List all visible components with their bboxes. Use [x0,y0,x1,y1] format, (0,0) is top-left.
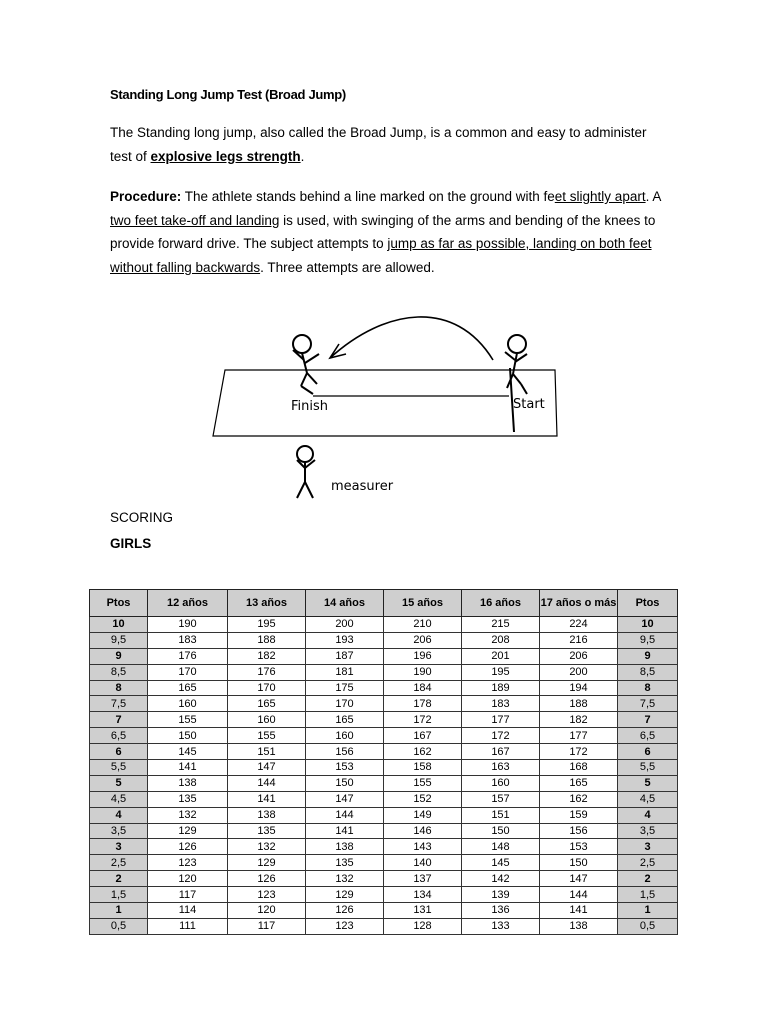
table-row [90,823,678,839]
table-cell: 224 [540,617,618,633]
procedure-label: Procedure: [110,189,182,204]
table-cell: 137 [384,871,462,887]
table-cell: 188 [540,696,618,712]
table-cell: 123 [306,918,384,934]
column-header: 14 años [306,590,384,617]
table-cell: 135 [306,855,384,871]
points-cell: 6,5 [618,728,678,744]
table-row [90,791,678,807]
table-cell: 178 [384,696,462,712]
table-row [90,648,678,664]
points-cell: 1,5 [90,887,148,903]
table-cell: 170 [148,664,228,680]
table-row [90,918,678,934]
table-cell: 135 [228,823,306,839]
procedure-text-2: . A [645,189,661,204]
intro-emphasis: explosive legs strength [150,148,301,164]
table-cell: 160 [148,696,228,712]
table-cell: 160 [462,775,540,791]
table-cell: 144 [306,807,384,823]
table-cell: 172 [384,712,462,728]
table-cell: 172 [540,744,618,760]
points-cell: 7 [90,712,148,728]
table-cell: 167 [462,744,540,760]
table-cell: 155 [228,728,306,744]
table-cell: 206 [540,648,618,664]
table-cell: 120 [228,903,306,919]
table-row [90,839,678,855]
table-cell: 187 [306,648,384,664]
points-cell: 2,5 [90,855,148,871]
table-cell: 163 [462,760,540,776]
table-cell: 147 [228,760,306,776]
table-cell: 200 [540,664,618,680]
table-cell: 151 [228,744,306,760]
measurer-label: measurer [331,479,394,494]
table-cell: 147 [306,791,384,807]
table-cell: 117 [228,918,306,934]
table-row [90,632,678,648]
table-row [90,760,678,776]
table-cell: 132 [228,839,306,855]
table-cell: 151 [462,807,540,823]
points-cell: 1,5 [618,887,678,903]
table-cell: 146 [384,823,462,839]
table-cell: 177 [462,712,540,728]
intro-text: The Standing long jump, also called the Broad Jump, is a common and easy to administer test of [110,125,647,164]
table-cell: 167 [384,728,462,744]
table-cell: 183 [462,696,540,712]
table-cell: 126 [148,839,228,855]
table-cell: 117 [148,887,228,903]
procedure-underline-3: jump as far as possible, landing on both feet without falling backwards [110,236,652,275]
table-cell: 165 [148,680,228,696]
procedure-underline-2: two feet take-off and landing [110,212,280,228]
table-cell: 129 [148,823,228,839]
table-cell: 149 [384,807,462,823]
table-cell: 139 [462,887,540,903]
points-cell: 6 [90,744,148,760]
points-cell: 3,5 [618,823,678,839]
points-cell: 10 [90,617,148,633]
table-cell: 168 [540,760,618,776]
procedure-text-3: is used, with swinging of the arms and bending of the knees to provide forward drive. The subject attempts to [110,212,656,251]
scoring-heading: SCORING [110,510,174,525]
points-cell: 5,5 [90,760,148,776]
points-cell: 6,5 [90,728,148,744]
table-row [90,696,678,712]
points-cell: 9,5 [618,632,678,648]
points-cell: 5,5 [618,760,678,776]
points-cell: 4 [90,807,148,823]
table-cell: 111 [148,918,228,934]
table-cell: 120 [148,871,228,887]
points-cell: 3 [90,839,148,855]
table-cell: 189 [462,680,540,696]
points-cell: 9,5 [90,632,148,648]
table-cell: 141 [306,823,384,839]
table-cell: 134 [384,887,462,903]
table-cell: 196 [384,648,462,664]
table-cell: 157 [462,791,540,807]
table-cell: 145 [148,744,228,760]
table-cell: 133 [462,918,540,934]
table-cell: 208 [462,632,540,648]
intro-paragraph [110,121,670,168]
points-cell: 6 [618,744,678,760]
table-cell: 183 [148,632,228,648]
table-cell: 153 [306,760,384,776]
table-cell: 206 [384,632,462,648]
table-cell: 162 [384,744,462,760]
table-cell: 182 [540,712,618,728]
procedure-paragraph [110,185,670,279]
points-cell: 2,5 [618,855,678,871]
table-cell: 114 [148,903,228,919]
table-cell: 138 [306,839,384,855]
table-cell: 126 [228,871,306,887]
table-cell: 155 [384,775,462,791]
table-cell: 200 [306,617,384,633]
points-cell: 8 [90,680,148,696]
table-cell: 126 [306,903,384,919]
table-cell: 176 [148,648,228,664]
table-cell: 162 [540,791,618,807]
ground-area [213,370,557,436]
table-row [90,680,678,696]
table-cell: 128 [384,918,462,934]
table-cell: 150 [462,823,540,839]
table-cell: 131 [384,903,462,919]
table-cell: 140 [384,855,462,871]
table-cell: 138 [540,918,618,934]
table-row [90,855,678,871]
jump-arc [330,317,493,360]
start-jumper-figure [505,335,527,394]
procedure-text-4: . Three attempts are allowed. [260,259,435,275]
table-cell: 170 [228,680,306,696]
page-title: Standing Long Jump Test (Broad Jump) [110,87,346,102]
points-cell: 8,5 [618,664,678,680]
points-cell: 3 [618,839,678,855]
table-cell: 143 [384,839,462,855]
points-cell: 1 [90,903,148,919]
table-cell: 132 [306,871,384,887]
table-cell: 123 [228,887,306,903]
table-cell: 145 [462,855,540,871]
table-cell: 181 [306,664,384,680]
points-cell: 5 [618,775,678,791]
table-header-row [90,590,678,617]
points-cell: 4 [618,807,678,823]
start-label: Start [513,397,545,412]
table-cell: 144 [228,775,306,791]
table-cell: 138 [228,807,306,823]
table-cell: 132 [148,807,228,823]
points-cell: 7,5 [618,696,678,712]
table-row [90,744,678,760]
table-cell: 172 [462,728,540,744]
points-cell: 2 [618,871,678,887]
points-cell: 9 [618,648,678,664]
column-header: 16 años [462,590,540,617]
table-cell: 170 [306,696,384,712]
table-cell: 144 [540,887,618,903]
points-cell: 10 [618,617,678,633]
points-cell: 8 [618,680,678,696]
table-cell: 210 [384,617,462,633]
table-cell: 148 [462,839,540,855]
table-cell: 156 [540,823,618,839]
procedure-text-1: The athlete stands behind a line marked on the ground with fe [181,189,555,204]
table-cell: 195 [462,664,540,680]
table-cell: 141 [148,760,228,776]
points-cell: 2 [90,871,148,887]
points-cell: 7,5 [90,696,148,712]
measurer-figure [297,446,315,498]
table-cell: 165 [228,696,306,712]
table-cell: 182 [228,648,306,664]
table-cell: 176 [228,664,306,680]
table-cell: 160 [228,712,306,728]
table-row [90,712,678,728]
table-cell: 129 [306,887,384,903]
table-row [90,903,678,919]
column-header: 12 años [148,590,228,617]
table-cell: 123 [148,855,228,871]
finish-label: Finish [291,399,329,414]
table-cell: 195 [228,617,306,633]
table-cell: 216 [540,632,618,648]
table-cell: 150 [540,855,618,871]
table-cell: 156 [306,744,384,760]
table-cell: 165 [540,775,618,791]
table-cell: 194 [540,680,618,696]
column-header: 15 años [384,590,462,617]
table-row [90,664,678,680]
points-cell: 9 [90,648,148,664]
table-cell: 155 [148,712,228,728]
table-cell: 147 [540,871,618,887]
broad-jump-diagram [205,308,565,508]
table-row [90,728,678,744]
table-cell: 215 [462,617,540,633]
finish-jumper-figure [293,335,319,394]
points-cell: 4,5 [90,791,148,807]
points-cell: 7 [618,712,678,728]
table-row [90,617,678,633]
points-cell: 3,5 [90,823,148,839]
points-cell: 5 [90,775,148,791]
table-cell: 138 [148,775,228,791]
table-cell: 150 [306,775,384,791]
table-cell: 160 [306,728,384,744]
table-cell: 158 [384,760,462,776]
table-cell: 188 [228,632,306,648]
points-cell: 8,5 [90,664,148,680]
table-cell: 153 [540,839,618,855]
points-cell: 0,5 [90,918,148,934]
girls-heading: GIRLS [110,536,152,551]
column-header: Ptos [90,590,148,617]
table-cell: 190 [148,617,228,633]
points-cell: 1 [618,903,678,919]
table-row [90,775,678,791]
table-cell: 141 [228,791,306,807]
points-cell: 4,5 [618,791,678,807]
table-cell: 141 [540,903,618,919]
table-row [90,887,678,903]
intro-text-end: . [300,148,305,164]
table-cell: 201 [462,648,540,664]
table-cell: 184 [384,680,462,696]
table-cell: 152 [384,791,462,807]
table-cell: 190 [384,664,462,680]
column-header: 13 años [228,590,306,617]
table-cell: 136 [462,903,540,919]
table-cell: 129 [228,855,306,871]
procedure-underline-1: et slightly apart [554,189,646,204]
table-cell: 177 [540,728,618,744]
column-header: 17 años o más [540,590,618,617]
table-cell: 159 [540,807,618,823]
column-header: Ptos [618,590,678,617]
table-cell: 142 [462,871,540,887]
table-row [90,807,678,823]
table-cell: 175 [306,680,384,696]
points-cell: 0,5 [618,918,678,934]
table-cell: 193 [306,632,384,648]
table-row [90,871,678,887]
girls-scoring-table [89,589,678,935]
table-cell: 150 [148,728,228,744]
table-cell: 135 [148,791,228,807]
table-cell: 165 [306,712,384,728]
